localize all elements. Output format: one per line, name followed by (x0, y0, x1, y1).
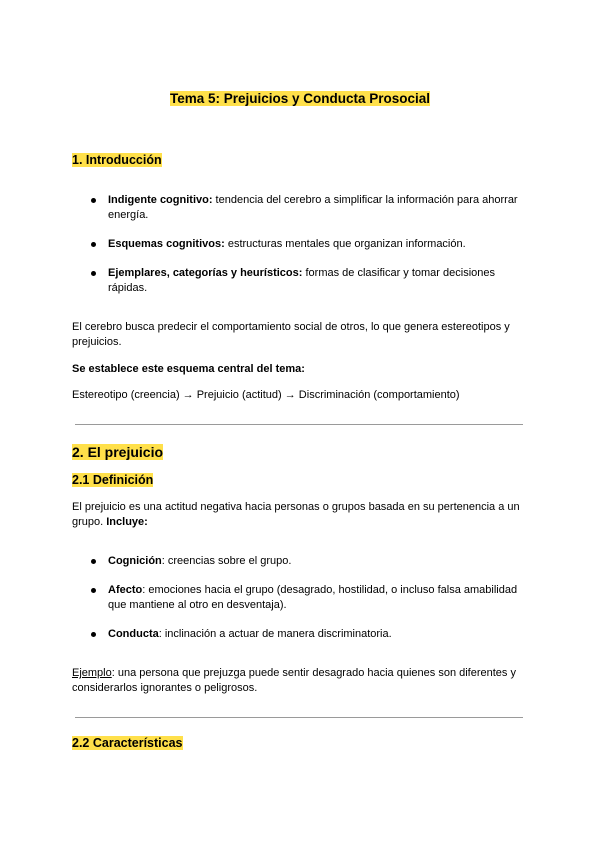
example-paragraph: Ejemplo: una persona que prejuzga puede sentir desagrado hacia quienes son diferentes y considerarlos ignorantes o peligrosos. (72, 667, 516, 694)
list-item: Conducta: inclinación a actuar de manera discriminatoria. (72, 627, 527, 642)
list-item: Afecto: emociones hacia el grupo (desagrado, hostilidad, o incluso falsa amabilidad que mantiene al otro en desventaja). (72, 583, 527, 613)
subsection-2-1-heading: 2.1 Definición (72, 473, 154, 487)
divider (75, 717, 523, 718)
prejudice-bullet-list-2 (72, 583, 527, 613)
section-2-heading: 2. El prejuicio (72, 444, 164, 460)
subsection-2-2-heading: 2.2 Características (72, 736, 183, 750)
document-title (0, 90, 600, 107)
prejudice-bullet-list-3 (72, 627, 527, 642)
section-1-heading: 1. Introducción (72, 153, 162, 167)
intro-bullet-list (72, 193, 527, 223)
list-item: Ejemplares, categorías y heurísticos: formas de clasificar y tomar decisiones rápidas. (72, 266, 527, 296)
list-item: Indigente cognitivo: tendencia del cerebro a simplificar la información para ahorrar energía. (72, 193, 527, 223)
intro-bullet-list-2 (72, 237, 527, 252)
prejudice-bullet-list (72, 554, 527, 569)
intro-bullet-list-3 (72, 266, 527, 296)
document-title-text: Tema 5: Prejuicios y Conducta Prosocial (169, 91, 431, 106)
scheme-label: Se establece este esquema central del tema: (72, 363, 305, 375)
scheme-line: Estereotipo (creencia) → Prejuicio (actitud) → Discriminación (comportamiento) (72, 389, 460, 401)
definition-paragraph: El prejuicio es una actitud negativa hacia personas o grupos basada en su pertenencia a un grupo. Incluye: (72, 501, 520, 528)
list-item: Esquemas cognitivos: estructuras mentales que organizan información. (72, 237, 527, 252)
intro-paragraph: El cerebro busca predecir el comportamiento social de otros, lo que genera estereotipos y prejuicios. (72, 321, 510, 348)
divider (75, 424, 523, 425)
list-item: Cognición: creencias sobre el grupo. (72, 554, 527, 569)
